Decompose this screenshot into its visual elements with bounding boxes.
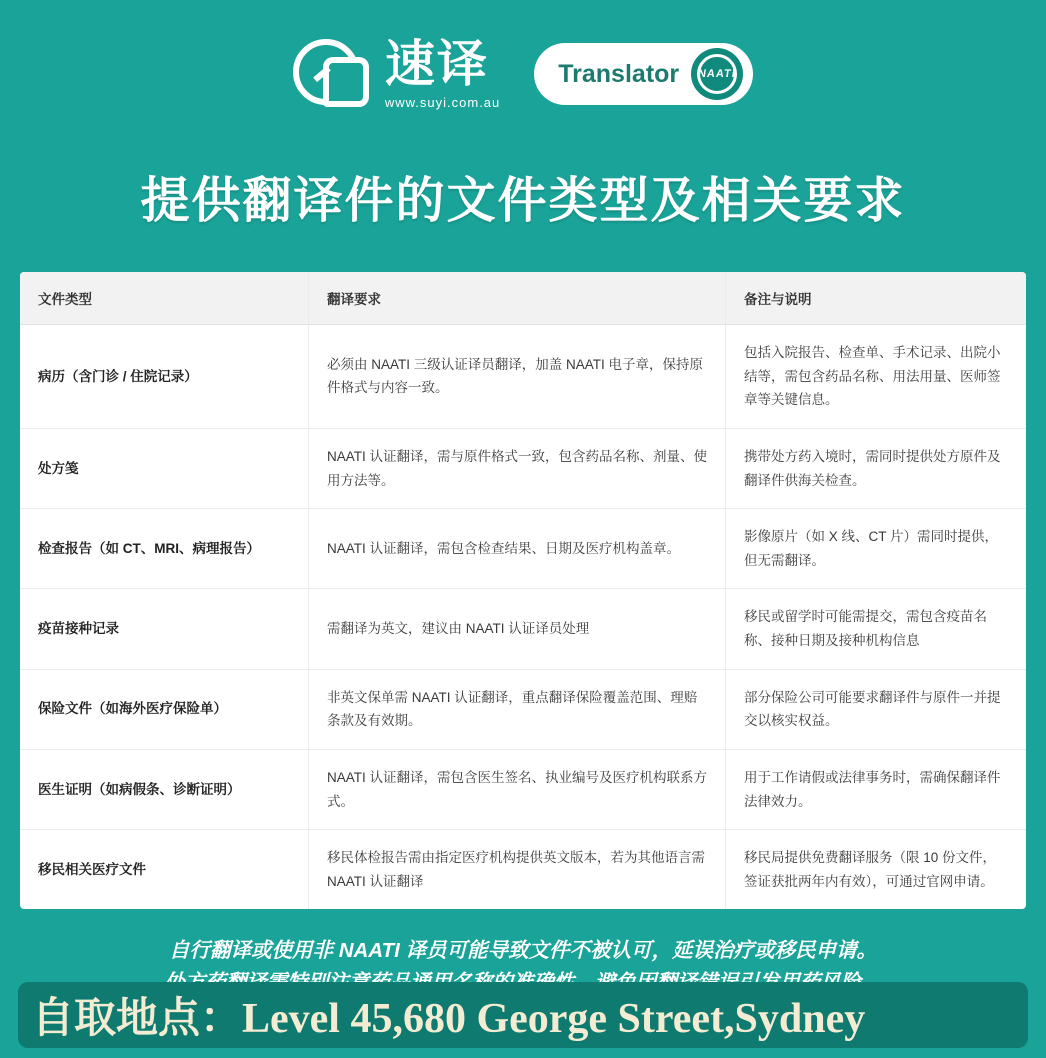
cell-doc-type: 检查报告（如 CT、MRI、病理报告） (20, 509, 309, 589)
cell-doc-type: 疫苗接种记录 (20, 589, 309, 669)
cell-requirement: 需翻译为英文，建议由 NAATI 认证译员处理 (309, 589, 726, 669)
cell-note: 携带处方药入境时，需同时提供处方原件及翻译件供海关检查。 (726, 428, 1027, 508)
cell-note: 移民局提供免费翻译服务（限 10 份文件，签证获批两年内有效），可通过官网申请。 (726, 830, 1027, 910)
pickup-address-bar (18, 982, 1028, 1048)
table-row (20, 509, 1026, 589)
cell-requirement: NAATI 认证翻译，需与原件格式一致，包含药品名称、剂量、使用方法等。 (309, 428, 726, 508)
page-title: 提供翻译件的文件类型及相关要求 (140, 174, 906, 228)
table-row (20, 428, 1026, 508)
cell-doc-type: 医生证明（如病假条、诊断证明） (20, 749, 309, 829)
cell-doc-type: 处方笺 (20, 428, 309, 508)
warning-line-1: 自行翻译或使用非 NAATI 译员可能导致文件不被认可，延误治疗或移民申请。 (169, 939, 877, 963)
cell-requirement: NAATI 认证翻译，需包含检查结果、日期及医疗机构盖章。 (309, 509, 726, 589)
table-row (20, 749, 1026, 829)
table-header-row (20, 272, 1026, 325)
table-row (20, 589, 1026, 669)
cell-requirement: 非英文保单需 NAATI 认证翻译，重点翻译保险覆盖范围、理赔条款及有效期。 (309, 669, 726, 749)
cell-requirement: 必须由 NAATI 三级认证译员翻译，加盖 NAATI 电子章，保持原件格式与内容一致。 (309, 325, 726, 429)
column-header-doc-type: 文件类型 (20, 272, 309, 325)
cell-note: 影像原片（如 X 线、CT 片）需同时提供，但无需翻译。 (726, 509, 1027, 589)
document-requirements-table (20, 272, 1026, 909)
column-header-note: 备注与说明 (726, 272, 1027, 325)
brand-name-cn: 速译 (384, 36, 489, 93)
cell-note: 部分保险公司可能要求翻译件与原件一并提交以核实权益。 (726, 669, 1027, 749)
naati-seal-icon (691, 48, 743, 100)
header-logos (0, 0, 1046, 110)
cell-doc-type: 移民相关医疗文件 (38, 861, 146, 877)
naati-seal-text: NAATI (697, 68, 737, 80)
table-row (20, 830, 1026, 910)
naati-badge-label: Translator (558, 59, 680, 88)
cell-requirement: 移民体检报告需由指定医疗机构提供英文版本，若为其他语言需 NAATI 认证翻译 (309, 830, 726, 910)
pickup-address-text: 自取地点：Level 45,680 George Street,Sydney (32, 996, 866, 1042)
table-row (20, 669, 1026, 749)
table-row (20, 325, 1026, 429)
naati-translator-badge (534, 43, 753, 105)
suyi-brand-logo (293, 35, 500, 113)
cell-requirement: NAATI 认证翻译，需包含医生签名、执业编号及医疗机构联系方式。 (309, 749, 726, 829)
cell-doc-type: 病历（含门诊 / 住院记录） (20, 325, 309, 429)
cell-note: 用于工作请假或法律事务时，需确保翻译件法律效力。 (726, 749, 1027, 829)
cell-note: 移民或留学时可能需提交，需包含疫苗名称、接种日期及接种机构信息 (726, 589, 1027, 669)
cell-doc-type: 保险文件（如海外医疗保险单） (20, 669, 309, 749)
column-header-requirement: 翻译要求 (309, 272, 726, 325)
brand-website: www.suyi.com.au (384, 94, 501, 110)
suyi-brand-text (385, 38, 500, 110)
suyi-logo-icon (293, 35, 371, 113)
cell-note: 包括入院报告、检查单、手术记录、出院小结等，需包含药品名称、用法用量、医师签章等关键信息。 (726, 325, 1027, 429)
